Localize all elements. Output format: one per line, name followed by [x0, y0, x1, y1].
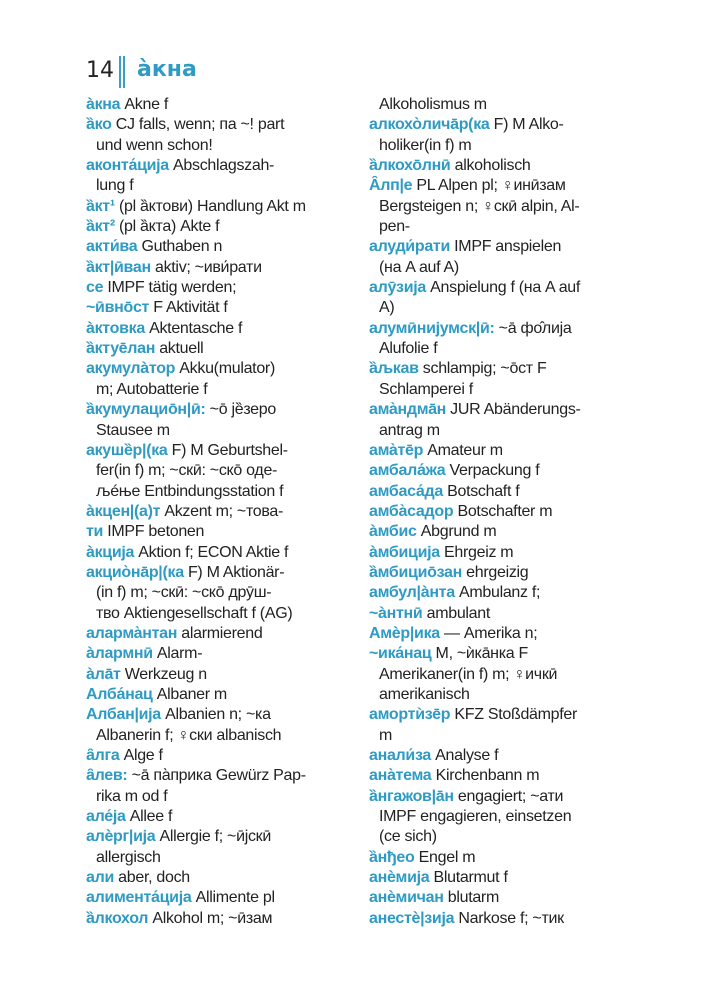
headword: ȁнгажов|а̄н	[369, 787, 454, 805]
headword: алимента́ција	[86, 889, 192, 907]
headword: ама̀те̄р	[369, 441, 424, 459]
headword: ȁлкохол	[86, 909, 149, 927]
dictionary-line	[86, 705, 351, 725]
dictionary-line	[86, 115, 351, 135]
headword: анѐмија	[369, 869, 430, 887]
dictionary-line	[369, 197, 631, 217]
definition-text: Abschlagszah-	[168, 157, 275, 175]
definition-text: Alarm-	[152, 645, 203, 663]
headword: ȁнђео	[369, 848, 415, 866]
dictionary-line	[86, 604, 351, 624]
definition-text: rika m od f	[96, 787, 168, 805]
headword: Албан|ија	[86, 706, 161, 724]
definition-text: PL Alpen pl; ♀инӣзам	[412, 177, 566, 195]
dictionary-line	[369, 298, 631, 318]
definition-text: ~а̄ фо̂лија	[494, 319, 572, 337]
headword: ȁко	[86, 116, 112, 134]
headword: àла̄т	[86, 665, 121, 683]
headword: àктовка	[86, 319, 145, 337]
dictionary-line	[86, 217, 351, 237]
definition-text: A)	[379, 299, 395, 317]
dictionary-line	[86, 380, 351, 400]
headword: àкција	[86, 543, 135, 561]
dictionary-line	[369, 685, 631, 705]
definition-text: amerikanisch	[379, 685, 470, 703]
dictionary-line	[86, 644, 351, 664]
dictionary-line	[86, 807, 351, 827]
definition-text: Allergie f; ~ӣјскӣ	[155, 828, 272, 846]
headword: амортѝзе̄р	[369, 706, 451, 724]
definition-text: KFZ Stoßdämpfer	[450, 706, 578, 724]
definition-text: und wenn schon!	[96, 136, 213, 154]
definition-text: Akzent m; ~това-	[160, 502, 284, 520]
headword: акумулàтор	[86, 360, 176, 378]
dictionary-line	[369, 380, 631, 400]
headword: анестѐ|зија	[369, 909, 455, 927]
dictionary-line	[86, 421, 351, 441]
dictionary-line	[86, 868, 351, 888]
definition-text: antrag m	[379, 421, 440, 439]
dictionary-line	[86, 441, 351, 461]
dictionary-line	[369, 359, 631, 379]
headword: àлармнӣ	[86, 645, 153, 663]
headword: але́ја	[86, 808, 126, 826]
headword: алумӣнијумск|ӣ:	[369, 319, 495, 337]
definition-text: Verpackung f	[445, 462, 540, 480]
headword: ȁкумулацио̄н|ӣ:	[86, 401, 206, 419]
definition-text: Bergsteigen n; ♀скӣ alpin, Al-	[379, 197, 580, 215]
dictionary-line	[86, 176, 351, 196]
definition-text: Botschafter m	[453, 502, 553, 520]
dictionary-line	[369, 604, 631, 624]
definition-text: Alufolie f	[379, 340, 438, 358]
definition-text: JUR Abänderungs-	[446, 401, 581, 419]
definition-text: alarmierend	[177, 624, 263, 642]
dictionary-line	[369, 644, 631, 664]
definition-text: IMPF tätig werden;	[103, 279, 237, 297]
definition-text: holiker(in f) m	[379, 136, 472, 154]
definition-text: IMPF anspielen	[450, 238, 562, 256]
definition-text: ambulant	[422, 604, 491, 622]
header-divider	[119, 56, 121, 88]
definition-text: F) M Alko-	[489, 116, 564, 134]
dictionary-line	[369, 461, 631, 481]
dictionary-line	[369, 278, 631, 298]
dictionary-line	[86, 197, 351, 217]
header-divider	[123, 56, 125, 88]
definition-text: pen-	[379, 218, 410, 236]
dictionary-line	[369, 766, 631, 786]
definition-text: alkoholisch	[450, 157, 531, 175]
headword: Амѐр|ика	[369, 624, 440, 642]
definition-text: CJ falls, wenn; па ~! part	[111, 116, 285, 134]
dictionary-line	[86, 685, 351, 705]
dictionary-line	[86, 827, 351, 847]
dictionary-line	[86, 522, 351, 542]
definition-text: Amerikaner(in f) m; ♀ичкӣ	[379, 665, 558, 683]
headword: àкцен|(а)т	[86, 502, 161, 520]
definition-text: Alge f	[119, 747, 163, 764]
dictionary-line	[369, 482, 631, 502]
dictionary-line	[369, 258, 631, 278]
dictionary-line	[369, 563, 631, 583]
definition-text: Akku(mulator)	[175, 360, 275, 378]
definition-text: Albanien n; ~ка	[160, 706, 271, 724]
headword: акти́ва	[86, 238, 138, 256]
headword: ȁмбицио̄зан	[369, 563, 462, 581]
definition-text: — Amerika n;	[439, 624, 538, 642]
dictionary-line	[86, 583, 351, 603]
definition-text: fer(in f) m; ~скӣ: ~ско̄ оде-	[96, 462, 278, 480]
definition-text: Albaner m	[152, 685, 227, 703]
definition-text: Narkose f; ~тик	[454, 909, 564, 927]
dictionary-line	[86, 136, 351, 156]
dictionary-line	[86, 258, 351, 278]
dictionary-line	[369, 156, 631, 176]
headword: акцио̀на̄р|(ка	[86, 563, 184, 581]
definition-text: engagiert; ~ати	[453, 787, 564, 805]
headword: алуди́рати	[369, 238, 450, 256]
dictionary-line	[369, 237, 631, 257]
definition-text: (се sich)	[379, 828, 437, 846]
dictionary-line	[369, 441, 631, 461]
definition-text: m	[379, 726, 393, 744]
page-number: 14	[86, 58, 114, 83]
headword: àкна	[86, 96, 121, 113]
definition-text: Abgrund m	[416, 523, 497, 541]
headword: ~ика́нац	[369, 645, 432, 663]
dictionary-line	[86, 95, 351, 115]
dictionary-line	[86, 848, 351, 868]
headword: аларма̀нтан	[86, 624, 178, 642]
dictionary-line	[369, 726, 631, 746]
dictionary-line	[86, 502, 351, 522]
right-column	[369, 95, 631, 929]
definition-text: тво Aktiengesellschaft f (AG)	[96, 604, 293, 622]
definition-text: F) M Geburtshel-	[167, 441, 288, 459]
dictionary-line	[86, 237, 351, 257]
headword: ана̀тема	[369, 767, 432, 785]
running-head: àкна	[137, 57, 197, 82]
definition-text: Albanerin f; ♀ски albanisch	[96, 726, 282, 744]
definition-text: Werkzeug n	[120, 665, 207, 683]
headword: амбала́жа	[369, 462, 446, 480]
dictionary-line	[86, 888, 351, 908]
dictionary-line	[86, 156, 351, 176]
headword: ȁкт|ӣван	[86, 258, 151, 276]
definition-text: Engel m	[414, 848, 476, 866]
definition-text: Blutarmut f	[429, 869, 508, 887]
definition-text: Alkohol m; ~ӣзам	[148, 909, 273, 927]
dictionary-line	[86, 787, 351, 807]
headword: ȁкт¹	[86, 197, 115, 215]
definition-text: (на A auf A)	[379, 258, 459, 276]
headword: аконта́ција	[86, 157, 169, 175]
definition-text: Amateur m	[423, 441, 503, 459]
dictionary-line	[86, 726, 351, 746]
headword: амбаса́да	[369, 482, 443, 500]
dictionary-line	[369, 665, 631, 685]
dictionary-line	[369, 421, 631, 441]
dictionary-line	[369, 888, 631, 908]
definition-text: Schlamperei f	[379, 380, 473, 398]
dictionary-line	[369, 543, 631, 563]
dictionary-line	[369, 115, 631, 135]
dictionary-line	[86, 339, 351, 359]
definition-text: ~о̄ jȅзеро	[205, 401, 276, 419]
dictionary-line	[369, 868, 631, 888]
headword: алѐрг|ија	[86, 828, 156, 846]
definition-text: Aktion f; ECON Aktie f	[134, 543, 289, 561]
dictionary-line	[369, 909, 631, 929]
dictionary-line	[86, 359, 351, 379]
dictionary-line	[369, 217, 631, 237]
definition-text: Botschaft f	[442, 482, 520, 500]
headword: ȁлкохо̄лнӣ	[369, 157, 451, 175]
definition-text: (pl ȁктови) Handlung Akt m	[114, 197, 306, 215]
dictionary-line	[369, 502, 631, 522]
definition-text: lung f	[96, 177, 134, 195]
dictionary-line	[369, 400, 631, 420]
definition-text: Ambulanz f;	[454, 584, 541, 602]
dictionary-line	[369, 624, 631, 644]
definition-text: Kirchenbann m	[431, 767, 540, 785]
definition-text: aktuell	[155, 340, 204, 358]
dictionary-line	[86, 278, 351, 298]
headword: алӯзија	[369, 279, 426, 297]
dictionary-line	[369, 339, 631, 359]
dictionary-line	[86, 461, 351, 481]
headword: ȁктуе̄лан	[86, 340, 156, 358]
dictionary-line	[369, 705, 631, 725]
dictionary-line	[369, 583, 631, 603]
dictionary-line	[369, 319, 631, 339]
definition-text: F Aktivität f	[149, 299, 228, 317]
headword: ти	[86, 523, 104, 541]
dictionary-line	[369, 848, 631, 868]
definition-text: F) M Aktionär-	[183, 563, 285, 581]
dictionary-line	[369, 827, 631, 847]
headword: анали́за	[369, 747, 432, 764]
dictionary-line	[86, 319, 351, 339]
definition-text: aber, doch	[114, 869, 190, 887]
definition-text: Ehrgeiz m	[439, 543, 514, 561]
definition-text: Allimente pl	[191, 889, 275, 907]
headword: àмбис	[369, 523, 417, 541]
dictionary-line	[86, 665, 351, 685]
definition-text: m; Autobatterie f	[96, 380, 208, 398]
headword: амбул|àнта	[369, 584, 455, 602]
dictionary-line	[86, 400, 351, 420]
definition-text: ~а̄ па̀прика Gewürz Pap-	[127, 767, 306, 785]
dictionary-line	[86, 543, 351, 563]
definition-text: Guthaben n	[137, 238, 223, 256]
headword: ȁкт²	[86, 218, 115, 236]
definition-text: IMPF betonen	[103, 523, 205, 541]
headword: ȃлга	[86, 747, 120, 764]
definition-text: (pl ȁкта) Akte f	[114, 218, 220, 236]
headword: ȃлев:	[86, 767, 128, 785]
definition-text: blutarm	[443, 889, 499, 907]
left-column	[86, 95, 351, 929]
definition-text: IMPF engagieren, einsetzen	[379, 808, 572, 826]
headword: акушȅр|(ка	[86, 441, 168, 459]
definition-text: Stausee m	[96, 421, 170, 439]
dictionary-line	[86, 766, 351, 786]
headword: Алба́нац	[86, 685, 153, 703]
dictionary-line	[86, 746, 351, 766]
headword: али	[86, 869, 114, 887]
dictionary-line	[369, 176, 631, 196]
definition-text: ehrgeizig	[462, 563, 529, 581]
headword: ~àнтнӣ	[369, 604, 423, 622]
dictionary-line	[86, 298, 351, 318]
headword: амба̀садор	[369, 502, 454, 520]
headword: ~ӣвно̄ст	[86, 299, 150, 317]
dictionary-line	[369, 746, 631, 766]
headword: ȁљкав	[369, 360, 419, 378]
headword: анѐмичан	[369, 889, 444, 907]
dictionary-line	[369, 807, 631, 827]
headword: àмбиција	[369, 543, 440, 561]
definition-text: Akne f	[120, 96, 168, 113]
definition-text: Anspielung f (на A auf	[426, 279, 581, 297]
definition-text: Alkoholismus m	[379, 96, 487, 113]
definition-text: (in f) m; ~скӣ: ~ско̄ дрӯш-	[96, 584, 272, 602]
dictionary-line	[86, 624, 351, 644]
dictionary-line	[369, 522, 631, 542]
headword: Ȃлп|е	[369, 177, 413, 195]
dictionary-line	[369, 136, 631, 156]
dictionary-line	[86, 909, 351, 929]
definition-text: allergisch	[96, 848, 161, 866]
definition-text: aktiv; ~иви́рати	[150, 258, 262, 276]
definition-text: љéње Entbindungsstation f	[96, 482, 284, 500]
definition-text: Aktentasche f	[144, 319, 243, 337]
dictionary-line	[86, 482, 351, 502]
dictionary-line	[86, 563, 351, 583]
definition-text: Allee f	[125, 808, 173, 826]
definition-text: M, ~ѝка̄нка F	[431, 645, 528, 663]
definition-text: Analyse f	[431, 747, 499, 764]
dictionary-line	[369, 787, 631, 807]
definition-text: schlampig; ~о̄ст F	[418, 360, 547, 378]
headword: ама̀ндма̄н	[369, 401, 447, 419]
dictionary-line	[369, 95, 631, 115]
headword: се	[86, 279, 104, 297]
headword: алкохо̀лича̄р(ка	[369, 116, 490, 134]
